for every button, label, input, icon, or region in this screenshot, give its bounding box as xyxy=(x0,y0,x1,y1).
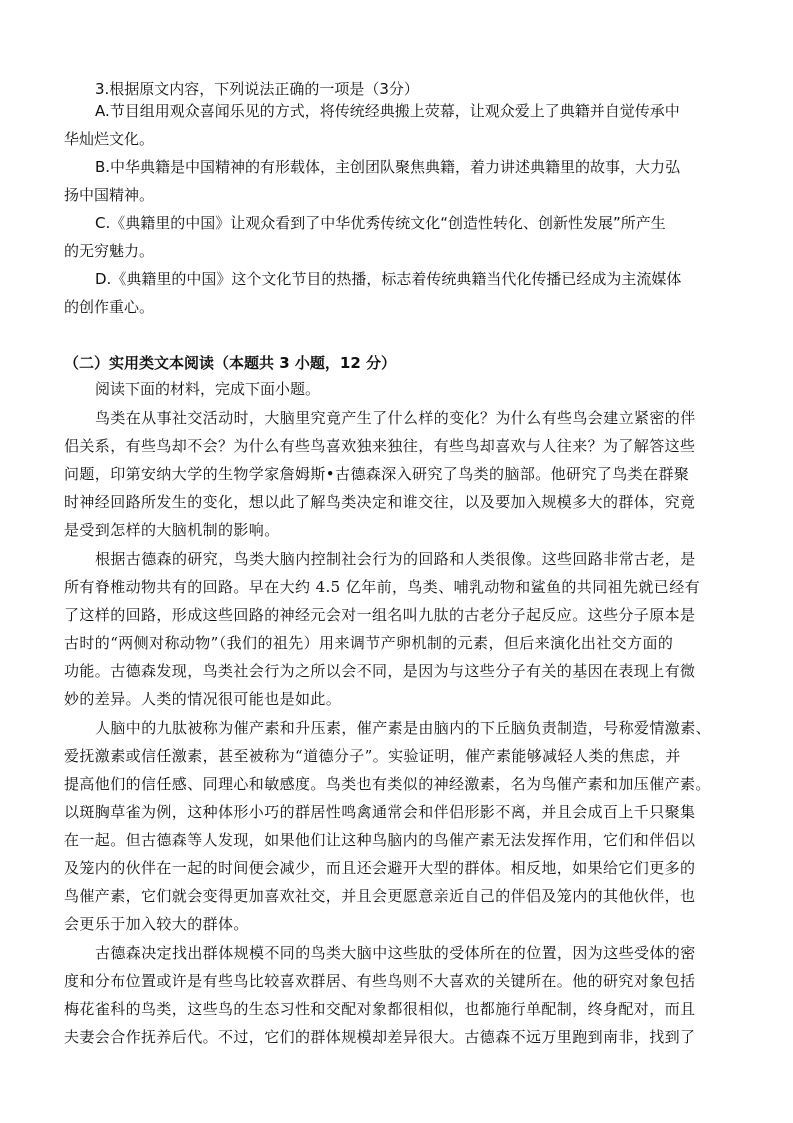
passage-line: 古德森决定找出群体规模不同的鸟类大脑中这些肽的受体所在的位置，因为这些受体的密 xyxy=(95,944,696,962)
passage-line: 会更乐于加入较大的群体。 xyxy=(64,915,249,933)
question-3-option-b-line-1: B.中华典籍是中国精神的有形载体，主创团队聚焦典籍，着力讲述典籍里的故事，大力弘 xyxy=(95,158,681,176)
passage-line: 妙的差异。人类的情况很可能也是如此。 xyxy=(64,690,342,708)
passage-line: 鸟催产素，它们就会变得更加喜欢社交，并且会更愿意亲近自己的伴侣及笼内的其他伙伴，也 xyxy=(64,887,696,905)
question-3-option-a-line-2: 华灿烂文化。 xyxy=(64,130,155,148)
passage-line: 鸟类在从事社交活动时，大脑里究竟产生了什么样的变化？为什么有些鸟会建立紧密的伴 xyxy=(95,409,696,427)
passage-line: 根据古德森的研究，鸟类大脑内控制社会行为的回路和人类很像。这些回路非常古老，是 xyxy=(95,550,696,568)
passage-line: 问题，印第安纳大学的生物学家詹姆斯•古德森深入研究了鸟类的脑部。他研究了鸟类在群聚 xyxy=(64,465,690,483)
question-3-option-d-line-1: D.《典籍里的中国》这个文化节目的热播，标志着传统典籍当代化传播已经成为主流媒体 xyxy=(95,270,682,288)
question-3-stem: 3.根据原文内容，下列说法正确的一项是（3分） xyxy=(95,80,419,98)
question-3-option-c-line-1: C.《典籍里的中国》让观众看到了中华优秀传统文化“创造性转化、创新性发展”所产生 xyxy=(95,214,666,232)
passage-line: 人脑中的九肽被称为催产素和升压素，催产素是由脑内的下丘脑负责制造，号称爱情激素、 xyxy=(95,719,712,737)
passage-line: 及笼内的伙伴在一起的时间便会减少，而且还会避开大型的群体。相反地，如果给它们更多的 xyxy=(64,859,696,877)
passage-line: 度和分布位置或许是有些鸟比较喜欢群居、有些鸟则不大喜欢的关键所在。他的研究对象包括 xyxy=(64,972,696,990)
passage-line: 了这样的回路，形成这些回路的神经元会对一组名叫九肽的古老分子起反应。这些分子原本是 xyxy=(64,606,696,624)
passage-line: 梅花雀科的鸟类，这些鸟的生态习性和交配对象都很相似，也都施行单配制，终身配对，而且 xyxy=(64,1000,696,1018)
passage-line: 古时的“两侧对称动物”（我们的祖先）用来调节产卵机制的元素，但后来演化出社交方面的 xyxy=(64,634,674,652)
passage-line: 以斑胸草雀为例，这种体形小巧的群居性鸣禽通常会和伴侣形影不离，并且会成百上千只聚集 xyxy=(64,803,696,821)
passage-line: 夫妻会合作抚养后代。不过，它们的群体规模却差异很大。古德森不远万里跑到南非，找到了 xyxy=(64,1028,696,1046)
section-heading: （二）实用类文本阅读（本题共 3 小题，12 分） xyxy=(64,354,396,372)
passage-line: 提高他们的信任感、同理心和敏感度。鸟类也有类似的神经激素，名为鸟催产素和加压催产素。 xyxy=(64,775,711,793)
passage-line: 所有脊椎动物共有的回路。早在大约 4.5 亿年前，鸟类、哺乳动物和鲨鱼的共同祖先就已经有 xyxy=(64,578,700,596)
passage-line: 在一起。但古德森等人发现，如果他们让这种鸟脑内的鸟催产素无法发挥作用，它们和伴侣以 xyxy=(64,831,696,849)
passage-line: 是受到怎样的大脑机制的影响。 xyxy=(64,521,280,539)
passage-line: 侣关系，有些鸟却不会？为什么有些鸟喜欢独来独往，有些鸟却喜欢与人往来？为了解答这些 xyxy=(64,437,696,455)
passage-line: 时神经回路所发生的变化，想以此了解鸟类决定和谁交往，以及要加入规模多大的群体，究竟 xyxy=(64,493,696,511)
passage-line: 功能。古德森发现，鸟类社会行为之所以会不同，是因为与这些分子有关的基因在表现上有微 xyxy=(64,662,696,680)
question-3-option-b-line-2: 扬中国精神。 xyxy=(64,186,155,204)
passage-line: 爱抚激素或信任激素，甚至被称为“道德分子”。实验证明，催产素能够减轻人类的焦虑，并 xyxy=(64,747,681,765)
question-3-option-a-line-1: A.节目组用观众喜闻乐见的方式，将传统经典搬上荧幕，让观众爱上了典籍并自觉传承中 xyxy=(95,102,680,120)
section-instruction: 阅读下面的材料，完成下面小题。 xyxy=(95,380,321,398)
question-3-option-d-line-2: 的创作重心。 xyxy=(64,298,155,316)
question-3-option-c-line-2: 的无穷魅力。 xyxy=(64,242,155,260)
